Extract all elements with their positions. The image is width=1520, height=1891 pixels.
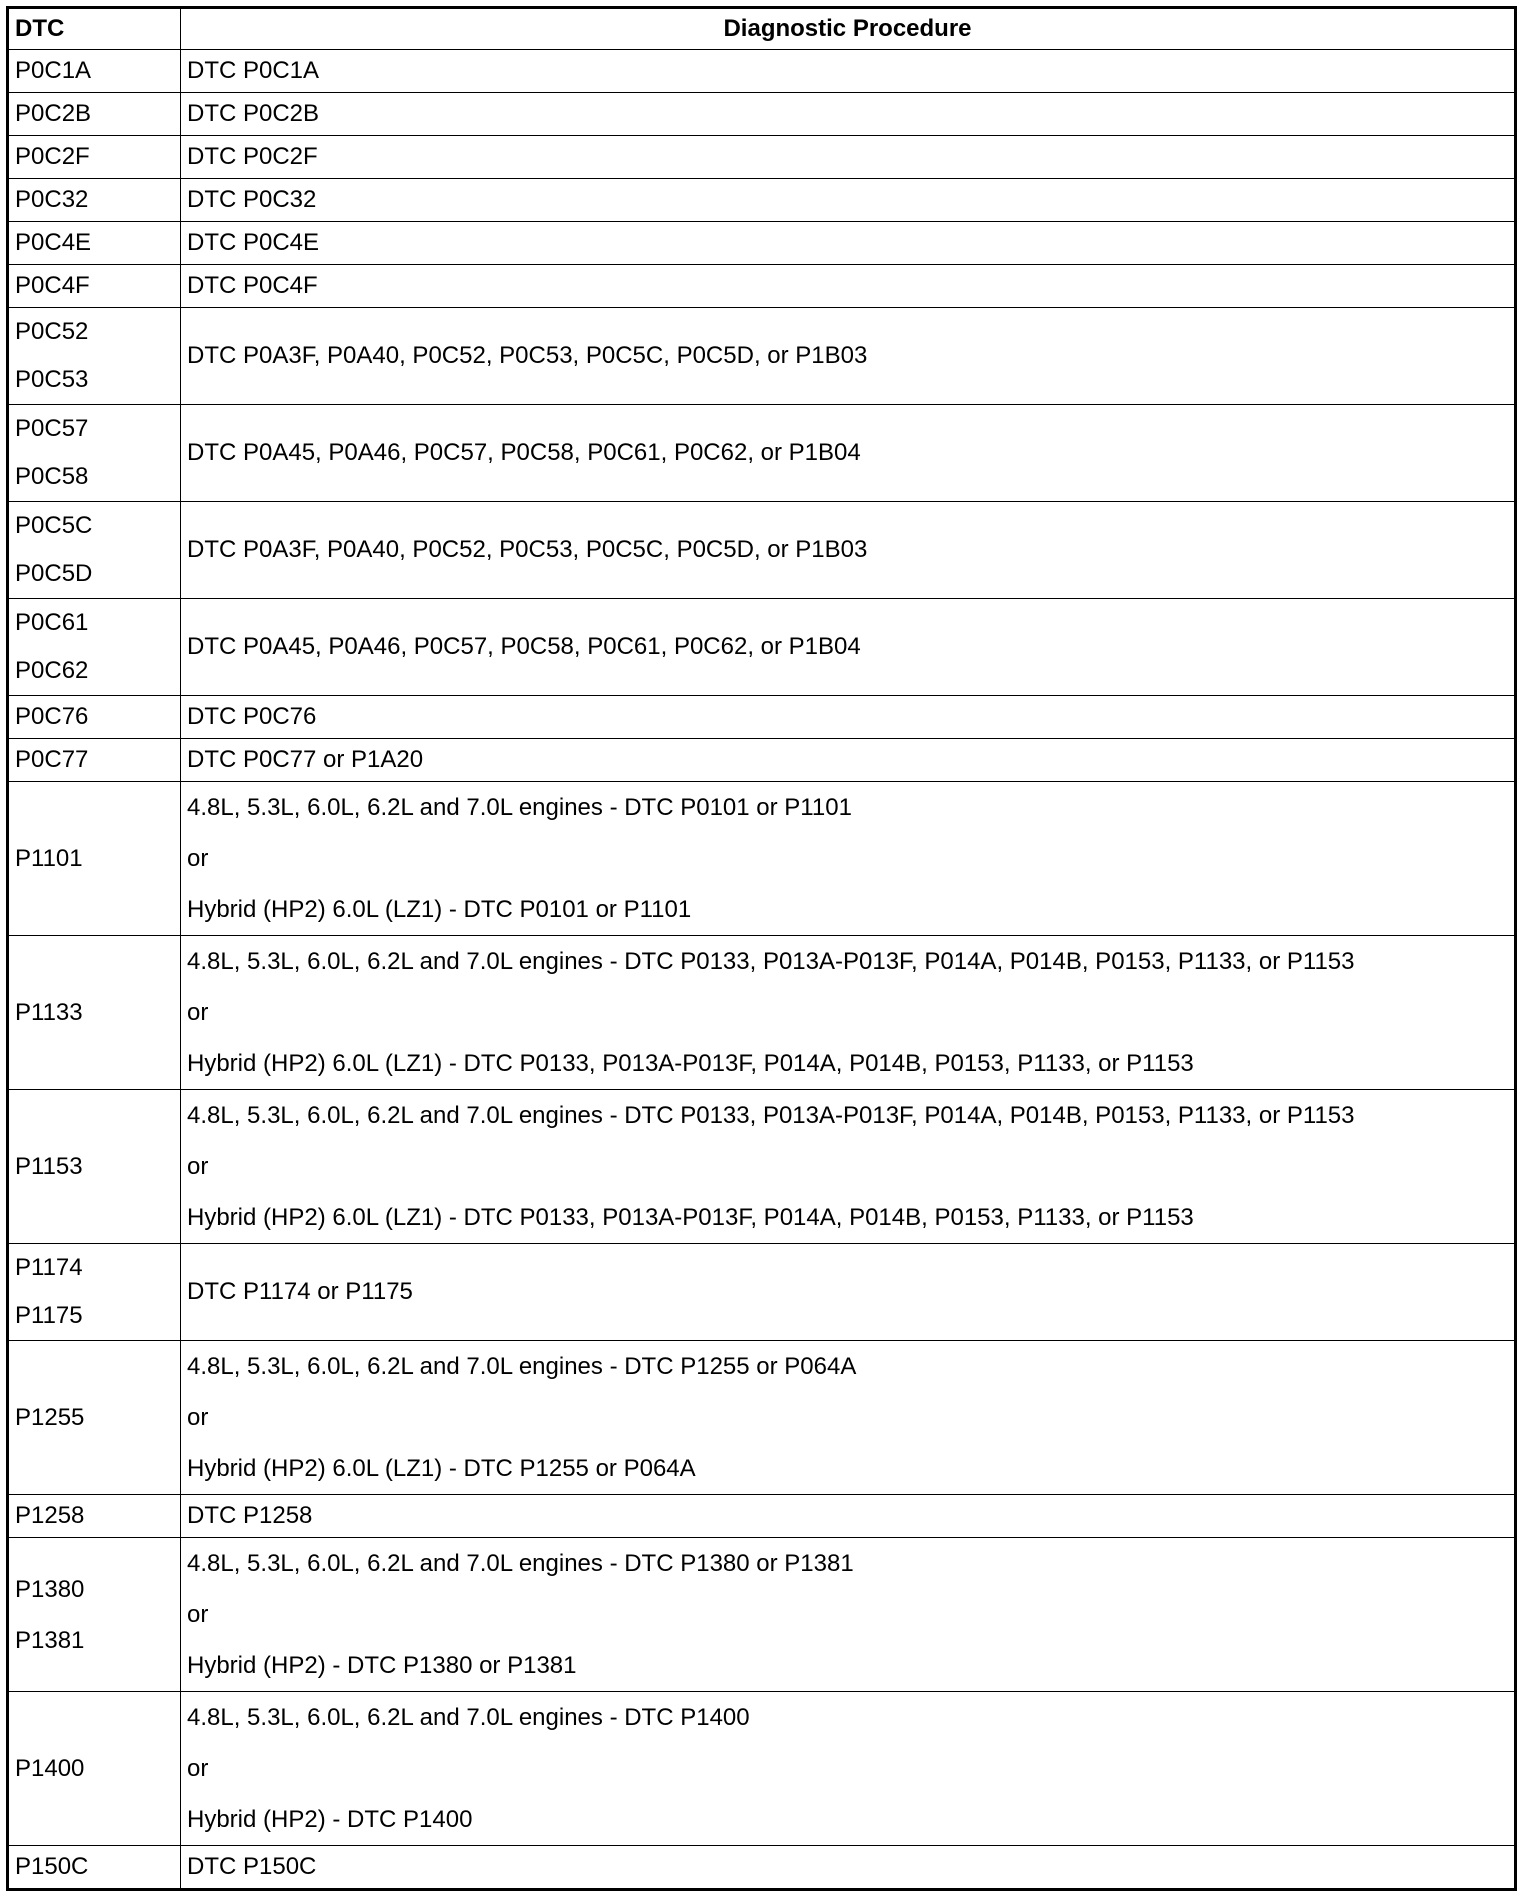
table-row bbox=[8, 222, 1516, 265]
dtc-code-cell bbox=[8, 308, 181, 405]
procedure-text: or bbox=[187, 999, 209, 1026]
table-row bbox=[8, 308, 1516, 405]
procedure-cell bbox=[181, 1846, 1516, 1890]
dtc-code-cell bbox=[8, 599, 181, 696]
column-header-dtc: DTC bbox=[8, 8, 181, 50]
procedure-cell bbox=[181, 1090, 1516, 1244]
dtc-code: P1133 bbox=[15, 999, 83, 1026]
procedure-text: DTC P0C4E bbox=[187, 229, 320, 256]
dtc-table bbox=[6, 6, 1517, 1891]
table-row bbox=[8, 502, 1516, 599]
procedure-text: DTC P0C77 or P1A20 bbox=[187, 746, 424, 773]
procedure-text: DTC P0C4F bbox=[187, 272, 318, 299]
table-row bbox=[8, 782, 1516, 936]
procedure-cell bbox=[181, 1244, 1516, 1341]
table-row bbox=[8, 93, 1516, 136]
procedure-cell bbox=[181, 136, 1516, 179]
procedure-text: or bbox=[187, 845, 209, 872]
procedure-text: Hybrid (HP2) - DTC P1380 or P1381 bbox=[187, 1652, 577, 1679]
dtc-code-cell bbox=[8, 405, 181, 502]
dtc-code: P1175 bbox=[15, 1302, 83, 1329]
dtc-code-cell bbox=[8, 136, 181, 179]
table-row bbox=[8, 1341, 1516, 1495]
table-row bbox=[8, 405, 1516, 502]
table-header-row bbox=[8, 8, 1516, 50]
dtc-code-cell bbox=[8, 1538, 181, 1692]
procedure-cell bbox=[181, 599, 1516, 696]
table-row bbox=[8, 265, 1516, 308]
dtc-code: P1174 bbox=[15, 1254, 83, 1281]
procedure-text: 4.8L, 5.3L, 6.0L, 6.2L and 7.0L engines - DTC P0133, P013A-P013F, P014A, P014B, P0153, P1133, or P1153 bbox=[187, 1102, 1355, 1129]
dtc-code-cell bbox=[8, 1341, 181, 1495]
procedure-text: Hybrid (HP2) 6.0L (LZ1) - DTC P0101 or P1101 bbox=[187, 896, 692, 923]
procedure-cell bbox=[181, 936, 1516, 1090]
procedure-cell bbox=[181, 1538, 1516, 1692]
procedure-text: DTC P1174 or P1175 bbox=[187, 1278, 413, 1305]
dtc-code: P0C52 bbox=[15, 318, 89, 345]
dtc-code: P0C58 bbox=[15, 463, 89, 490]
table-row bbox=[8, 1244, 1516, 1341]
procedure-text: or bbox=[187, 1755, 209, 1782]
dtc-code-cell bbox=[8, 1846, 181, 1890]
procedure-text: Hybrid (HP2) 6.0L (LZ1) - DTC P1255 or P064A bbox=[187, 1455, 696, 1482]
dtc-code: P0C53 bbox=[15, 366, 89, 393]
dtc-code-cell bbox=[8, 1692, 181, 1846]
table-row bbox=[8, 1538, 1516, 1692]
dtc-code: P0C61 bbox=[15, 609, 89, 636]
procedure-cell bbox=[181, 739, 1516, 782]
dtc-code: P0C5C bbox=[15, 512, 93, 539]
procedure-text: 4.8L, 5.3L, 6.0L, 6.2L and 7.0L engines - DTC P1380 or P1381 bbox=[187, 1550, 854, 1577]
dtc-code: P1101 bbox=[15, 845, 83, 872]
table-row bbox=[8, 1846, 1516, 1890]
procedure-text: DTC P0A45, P0A46, P0C57, P0C58, P0C61, P0C62, or P1B04 bbox=[187, 633, 861, 660]
dtc-code: P1255 bbox=[15, 1404, 85, 1431]
procedure-text: DTC P1258 bbox=[187, 1502, 313, 1529]
dtc-code: P0C77 bbox=[15, 746, 89, 773]
procedure-cell bbox=[181, 782, 1516, 936]
procedure-text: DTC P0A3F, P0A40, P0C52, P0C53, P0C5C, P0C5D, or P1B03 bbox=[187, 536, 868, 563]
procedure-cell bbox=[181, 50, 1516, 93]
procedure-text: DTC P0A3F, P0A40, P0C52, P0C53, P0C5C, P0C5D, or P1B03 bbox=[187, 342, 868, 369]
procedure-text: DTC P0C1A bbox=[187, 57, 320, 84]
procedure-cell bbox=[181, 222, 1516, 265]
dtc-code-cell bbox=[8, 782, 181, 936]
dtc-code: P0C62 bbox=[15, 657, 89, 684]
dtc-code-cell bbox=[8, 739, 181, 782]
procedure-cell bbox=[181, 502, 1516, 599]
dtc-code-cell bbox=[8, 50, 181, 93]
table-row bbox=[8, 1090, 1516, 1244]
column-header-procedure: Diagnostic Procedure bbox=[181, 8, 1516, 50]
procedure-cell bbox=[181, 1692, 1516, 1846]
dtc-code-cell bbox=[8, 265, 181, 308]
procedure-text: DTC P0C2B bbox=[187, 100, 320, 127]
procedure-text: Hybrid (HP2) 6.0L (LZ1) - DTC P0133, P013A-P013F, P014A, P014B, P0153, P1133, or P1153 bbox=[187, 1204, 1194, 1231]
procedure-text: or bbox=[187, 1404, 209, 1431]
dtc-code: P1258 bbox=[15, 1502, 85, 1529]
dtc-code-cell bbox=[8, 222, 181, 265]
dtc-code: P0C76 bbox=[15, 703, 89, 730]
dtc-code: P0C57 bbox=[15, 415, 89, 442]
procedure-text: DTC P150C bbox=[187, 1853, 317, 1880]
procedure-text: or bbox=[187, 1601, 209, 1628]
procedure-cell bbox=[181, 1495, 1516, 1538]
table-row bbox=[8, 1692, 1516, 1846]
dtc-code-cell bbox=[8, 179, 181, 222]
dtc-code-cell bbox=[8, 1495, 181, 1538]
table-row bbox=[8, 1495, 1516, 1538]
table-row bbox=[8, 936, 1516, 1090]
procedure-text: DTC P0C32 bbox=[187, 186, 317, 213]
procedure-text: DTC P0A45, P0A46, P0C57, P0C58, P0C61, P0C62, or P1B04 bbox=[187, 439, 861, 466]
dtc-code: P0C32 bbox=[15, 186, 89, 213]
dtc-code: P1400 bbox=[15, 1755, 85, 1782]
table-body bbox=[8, 50, 1516, 1890]
dtc-code-cell bbox=[8, 1090, 181, 1244]
dtc-code: P1380 bbox=[15, 1575, 85, 1603]
procedure-text: DTC P0C76 bbox=[187, 703, 317, 730]
procedure-cell bbox=[181, 1341, 1516, 1495]
procedure-text: 4.8L, 5.3L, 6.0L, 6.2L and 7.0L engines - DTC P1400 bbox=[187, 1704, 750, 1731]
dtc-code: P1381 bbox=[15, 1626, 85, 1654]
dtc-code: P0C4F bbox=[15, 272, 90, 299]
dtc-code: P0C4E bbox=[15, 229, 92, 256]
procedure-text: DTC P0C2F bbox=[187, 143, 318, 170]
dtc-code: P1153 bbox=[15, 1153, 83, 1180]
procedure-cell bbox=[181, 696, 1516, 739]
dtc-code: P0C1A bbox=[15, 57, 92, 84]
procedure-text: or bbox=[187, 1153, 209, 1180]
procedure-text: 4.8L, 5.3L, 6.0L, 6.2L and 7.0L engines - DTC P0133, P013A-P013F, P014A, P014B, P0153, P1133, or P1153 bbox=[187, 948, 1355, 975]
dtc-code-cell bbox=[8, 93, 181, 136]
table-row bbox=[8, 696, 1516, 739]
table-row bbox=[8, 599, 1516, 696]
procedure-text: 4.8L, 5.3L, 6.0L, 6.2L and 7.0L engines - DTC P0101 or P1101 bbox=[187, 794, 852, 821]
procedure-text: Hybrid (HP2) 6.0L (LZ1) - DTC P0133, P013A-P013F, P014A, P014B, P0153, P1133, or P1153 bbox=[187, 1050, 1194, 1077]
procedure-cell bbox=[181, 308, 1516, 405]
procedure-text: 4.8L, 5.3L, 6.0L, 6.2L and 7.0L engines - DTC P1255 or P064A bbox=[187, 1353, 857, 1380]
dtc-code: P0C2B bbox=[15, 100, 92, 127]
procedure-cell bbox=[181, 405, 1516, 502]
dtc-code: P0C5D bbox=[15, 560, 93, 587]
table-row bbox=[8, 179, 1516, 222]
table-row bbox=[8, 739, 1516, 782]
procedure-cell bbox=[181, 265, 1516, 308]
dtc-code-cell bbox=[8, 696, 181, 739]
table-row bbox=[8, 136, 1516, 179]
procedure-cell bbox=[181, 93, 1516, 136]
table-row bbox=[8, 50, 1516, 93]
procedure-cell bbox=[181, 179, 1516, 222]
dtc-code-cell bbox=[8, 1244, 181, 1341]
dtc-code: P150C bbox=[15, 1853, 89, 1880]
dtc-code: P0C2F bbox=[15, 143, 90, 170]
dtc-code-cell bbox=[8, 502, 181, 599]
dtc-code-cell bbox=[8, 936, 181, 1090]
procedure-text: Hybrid (HP2) - DTC P1400 bbox=[187, 1806, 473, 1833]
